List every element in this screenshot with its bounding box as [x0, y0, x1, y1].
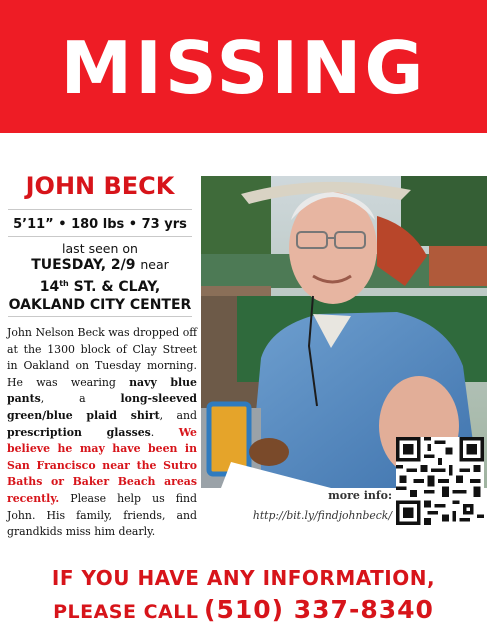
person-name: JOHN BECK — [25, 172, 175, 200]
qr-code[interactable] — [396, 437, 484, 525]
story-text: Please help us find John. His family, friends, and grandkids miss him dearly. — [7, 491, 197, 539]
last-seen-location — [0, 275, 200, 314]
glasses: prescription glasses — [7, 425, 151, 439]
age: 73 yrs — [141, 217, 187, 232]
bullet: • — [128, 217, 138, 232]
divider-mid — [8, 236, 192, 237]
last-seen-date — [0, 257, 200, 273]
story-text: . — [150, 425, 179, 439]
divider-bottom — [8, 316, 192, 317]
story-text: , a — [40, 392, 121, 406]
cta-line-2 — [0, 595, 487, 624]
last-seen-label: last seen on — [62, 241, 138, 256]
phone-number[interactable]: (510) 337-8340 — [204, 595, 434, 624]
missing-banner — [0, 0, 487, 133]
story-paragraph — [7, 325, 197, 541]
clothing-pants: navy blue pants — [7, 375, 197, 406]
near-label: near — [140, 257, 169, 272]
person-stats — [0, 217, 200, 232]
story-text: John Nelson Beck was dropped off at the 1300 block of Clay Street in Oakland on Tuesday morning. He was wearing — [7, 326, 197, 389]
street-suffix: th — [59, 279, 69, 288]
clothing-shirt: long-sleeved green/blue plaid shirt — [7, 392, 197, 422]
cta-call-label: PLEASE CALL — [53, 601, 199, 623]
bullet: • — [58, 217, 67, 232]
more-info-url[interactable]: http://bit.ly/findjohnbeck/ — [252, 509, 392, 522]
street-num: 14 — [39, 279, 60, 295]
story-text: , and — [159, 408, 198, 422]
area: OAKLAND CITY CENTER — [8, 297, 192, 313]
height: 5’11” — [13, 217, 54, 232]
street-rest: ST. & CLAY, — [68, 279, 161, 295]
weight: 180 lbs — [71, 217, 125, 232]
more-info-label: more info: — [328, 489, 392, 502]
sighting-note: We believe he may have been in San Francisco near the Sutro Baths or Baker Beach areas recently. — [7, 425, 197, 505]
qr-code-graphic — [396, 437, 484, 525]
cta-line-1: IF YOU HAVE ANY INFORMATION, — [51, 566, 436, 590]
date: TUESDAY, 2/9 — [31, 257, 136, 273]
divider-top — [8, 209, 192, 210]
banner-title: MISSING — [60, 25, 427, 110]
